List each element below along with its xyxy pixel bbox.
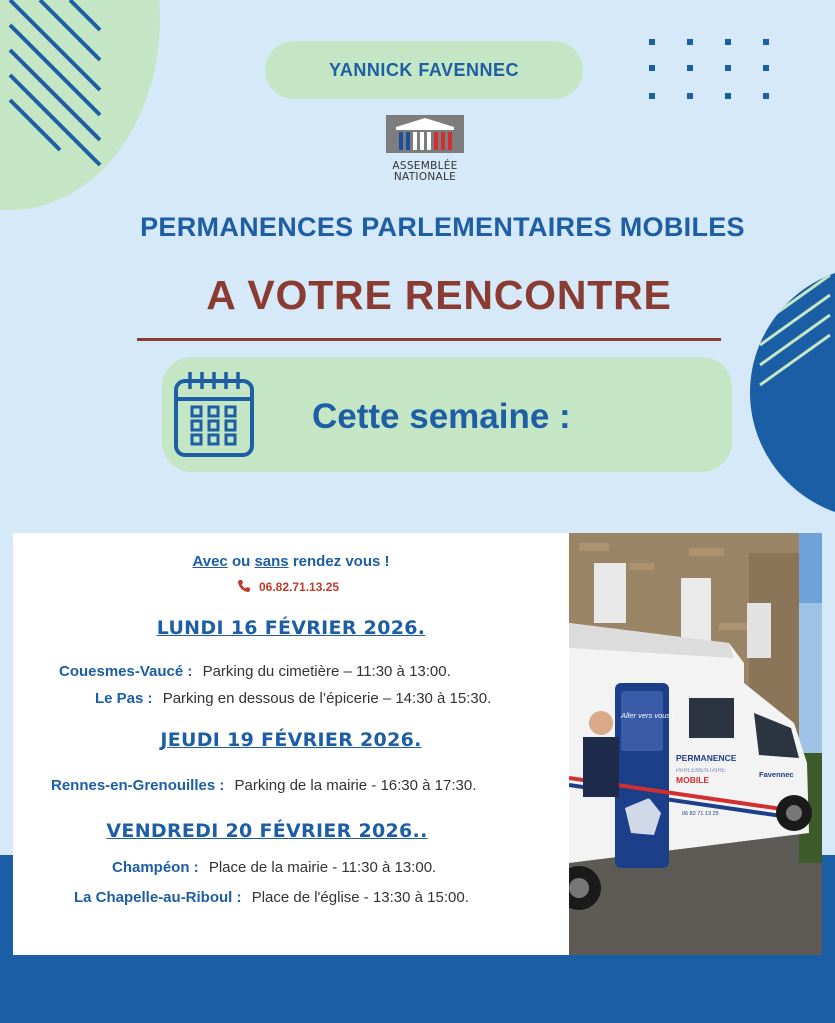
day-friday-title: VENDREDI 20 FÉVRIER 2026.. <box>106 820 428 842</box>
entry-place: Le Pas : <box>95 690 153 707</box>
calendar-icon <box>172 369 256 461</box>
intro-without: sans <box>254 553 289 570</box>
intro-appointment: rendez vous ! <box>292 553 390 570</box>
logo-line1: ASSEMBLÉE <box>392 160 458 172</box>
schedule-entry <box>59 663 451 680</box>
intro-or: ou <box>231 553 251 570</box>
this-week-label: Cette semaine : <box>312 397 571 436</box>
deputy-name-badge <box>265 41 583 99</box>
van-door-text: Aller vers vous ! <box>621 711 675 720</box>
entry-place: Couesmes-Vaucé : <box>59 663 193 680</box>
day-thursday-title: JEUDI 19 FÉVRIER 2026. <box>160 729 422 751</box>
subheadline: A VOTRE RENCONTRE <box>206 272 672 318</box>
mobile-office-van-photo <box>569 533 822 955</box>
decorative-blue-band-bottom <box>0 955 835 1023</box>
entry-detail: Place de l'église - 13:30 à 15:00. <box>251 889 469 906</box>
phone-line <box>237 579 339 594</box>
schedule-entry <box>74 889 469 906</box>
entry-place: Champéon : <box>112 859 199 876</box>
day-monday-title: LUNDI 16 FÉVRIER 2026. <box>156 617 426 639</box>
entry-detail: Parking en dessous de l’épicerie – 14:30 à 15:30. <box>162 690 492 707</box>
logo-line2: NATIONALE <box>393 171 457 183</box>
van-text-line2: PARLEMENTAIRE <box>676 768 726 774</box>
deputy-name: YANNICK FAVENNEC <box>328 59 520 80</box>
assemblee-nationale-logo <box>382 115 468 190</box>
van-phone: 06 82 71 13 25 <box>682 811 719 817</box>
schedule-card <box>13 533 569 955</box>
headline: PERMANENCES PARLEMENTAIRES MOBILES <box>140 212 745 242</box>
van-brand: Favennec <box>759 770 794 779</box>
schedule-entry <box>51 777 476 794</box>
schedule-entry <box>95 690 491 707</box>
entry-place: La Chapelle-au-Riboul : <box>74 889 242 906</box>
phone-number: 06.82.71.13.25 <box>259 580 340 594</box>
divider <box>137 338 721 341</box>
appointment-note <box>13 553 569 570</box>
van-text-line3: MOBILE <box>676 775 710 785</box>
intro-with: Avec <box>192 553 228 570</box>
van-text-line1: PERMANENCE <box>676 753 737 763</box>
assemblee-emblem-icon <box>386 115 464 153</box>
entry-place: Rennes-en-Grenouilles : <box>51 777 225 794</box>
phone-icon <box>237 579 251 593</box>
decorative-dot-grid <box>645 35 775 105</box>
schedule-entry <box>112 859 436 876</box>
entry-detail: Parking de la mairie - 16:30 à 17:30. <box>234 777 477 794</box>
entry-detail: Place de la mairie - 11:30 à 13:00. <box>208 859 437 876</box>
decorative-green-circle <box>0 0 160 210</box>
entry-detail: Parking du cimetière – 11:30 à 13:00. <box>202 663 451 680</box>
